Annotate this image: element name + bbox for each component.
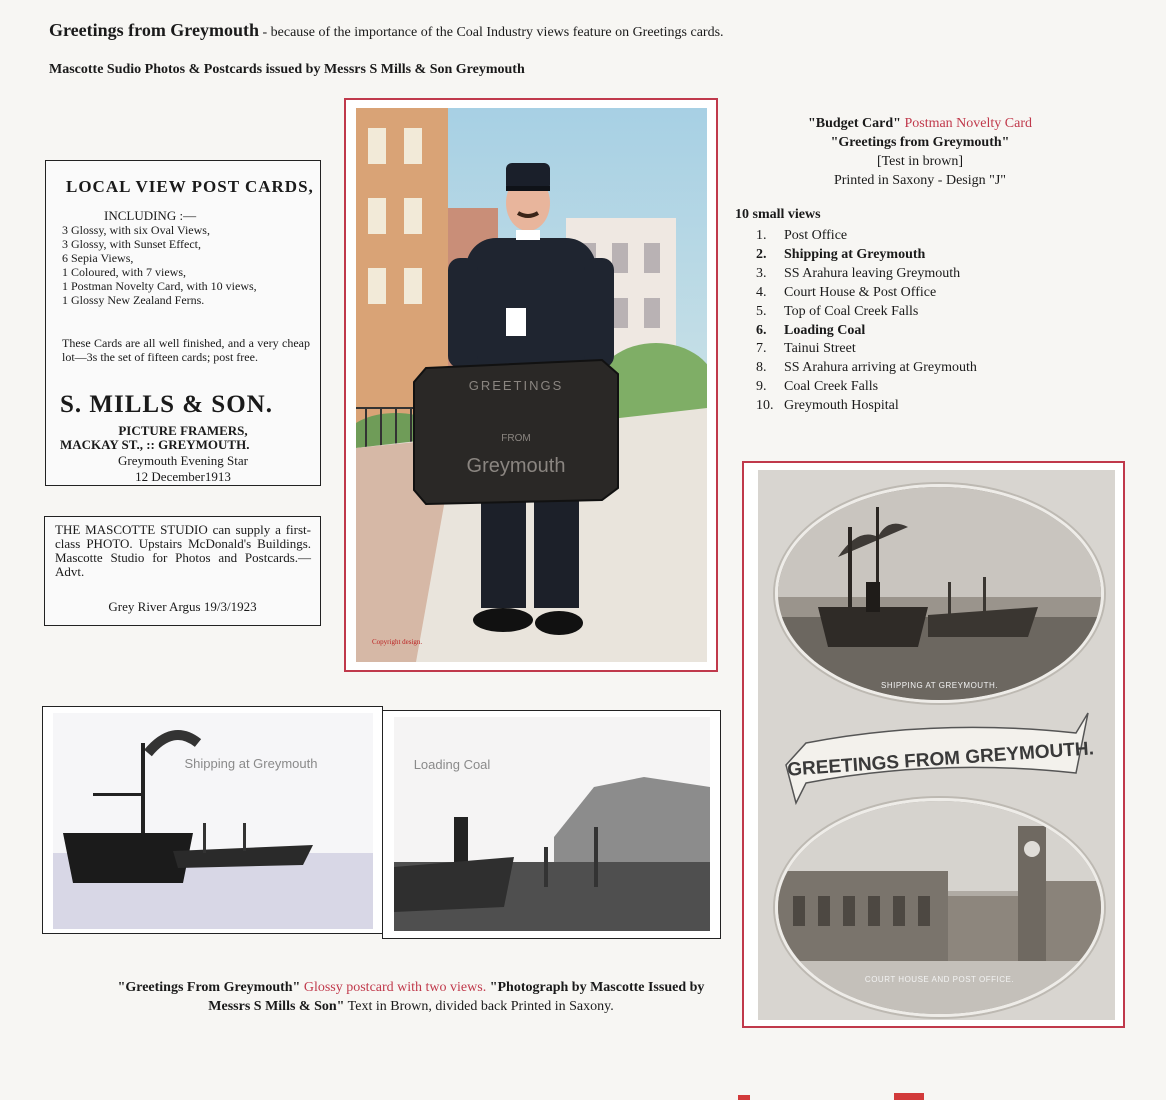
list-item: 10. Greymouth Hospital xyxy=(756,398,899,414)
clipping-source: Grey River Argus 19/3/1923 xyxy=(108,599,257,614)
bag-greymouth-text: Greymouth xyxy=(466,455,566,477)
views-list xyxy=(756,227,977,416)
shipping-photo xyxy=(42,706,383,934)
clipping-advert: THE MASCOTTE STUDIO can supply a first-class PHOTO. Upstairs McDonald's Buildings. Mascotte Studio for Photos and Postcards.—Advt. xyxy=(55,522,311,579)
newspaper-clipping-grey-river-argus xyxy=(44,516,321,626)
list-item: 1 Coloured, with 7 views, xyxy=(62,265,186,279)
list-item: 9. Coal Creek Falls xyxy=(756,379,879,395)
clipping-including: INCLUDING :— xyxy=(104,208,197,223)
budget-card-info xyxy=(730,114,1110,190)
list-item: 1 Postman Novelty Card, with 10 views, xyxy=(62,279,257,293)
list-item: 3. SS Arahura leaving Greymouth xyxy=(756,265,961,281)
shipping-oval-photo xyxy=(775,484,1104,703)
list-item: 2. Shipping at Greymouth xyxy=(756,246,926,262)
source-date: 12 December1913 xyxy=(135,469,231,484)
list-item: 1. Post Office xyxy=(756,228,848,243)
photo2-caption: Loading Coal xyxy=(413,757,491,772)
greetings-banner xyxy=(776,703,1098,813)
list-item: 5. Top of Coal Creek Falls xyxy=(756,303,919,319)
photo1-caption: Shipping at Greymouth xyxy=(184,756,318,771)
budget-card-printed: Printed in Saxony - Design "J" xyxy=(833,173,1007,188)
court-house-oval-photo xyxy=(775,798,1104,1017)
list-item: 6. Loading Coal xyxy=(756,322,866,338)
postman-novelty-label: Postman Novelty Card xyxy=(904,116,1032,131)
postman-illustration xyxy=(356,108,707,662)
shipping-photo-scene xyxy=(53,713,373,929)
clipping-source xyxy=(46,453,320,485)
postman-novelty-card xyxy=(344,98,718,672)
list-item: 3 Glossy, with Sunset Effect, xyxy=(62,237,201,251)
caption-plain: Text in Brown, divided back Printed in Saxony. xyxy=(344,999,614,1014)
list-item: 4. Court House & Post Office xyxy=(756,284,937,300)
top-oval-caption: SHIPPING AT GREYMOUTH. xyxy=(881,681,998,690)
caption-photograph: "Photograph by Mascotte Issued by Messrs S Mills & Son" xyxy=(208,980,705,1014)
clipping-trade: PICTURE FRAMERS, xyxy=(118,423,248,438)
clipping-note: These Cards are all well finished, and a very cheap lot—3s the set of fifteen cards; post free. xyxy=(62,336,310,364)
list-item: 8. SS Arahura arriving at Greymouth xyxy=(756,360,977,376)
loading-coal-scene xyxy=(394,717,710,931)
red-edge-mark xyxy=(738,1095,750,1100)
shipping-photo-image xyxy=(53,713,373,929)
budget-card-label: "Budget Card" xyxy=(808,116,901,131)
clipping-heading: LOCAL VIEW POST CARDS, xyxy=(66,177,314,196)
glossy-two-view-card xyxy=(742,461,1125,1028)
loading-coal-photo xyxy=(382,710,721,939)
title-description: - because of the importance of the Coal Industry views feature on Greetings cards. xyxy=(258,25,724,40)
glossy-card-caption xyxy=(96,978,726,1016)
list-item: 3 Glossy, with six Oval Views, xyxy=(62,223,210,237)
glossy-card-image xyxy=(758,470,1115,1020)
clipping-address: MACKAY ST., :: GREYMOUTH. xyxy=(60,437,250,452)
red-edge-mark xyxy=(894,1093,924,1100)
clipping-firm-name: S. MILLS & SON. xyxy=(60,391,273,418)
bag-greetings-text: GREETINGS xyxy=(468,378,564,393)
banner-text: GREETINGS FROM GREYMOUTH. xyxy=(786,738,1095,781)
source-newspaper: Greymouth Evening Star xyxy=(118,453,248,468)
loading-coal-photo-image xyxy=(394,717,710,931)
list-item: 6 Sepia Views, xyxy=(62,251,134,265)
clipping-items xyxy=(62,223,257,307)
budget-card-note: [Test in brown] xyxy=(876,154,964,169)
bag-from-text: FROM xyxy=(501,433,531,444)
bottom-oval-caption: COURT HOUSE AND POST OFFICE. xyxy=(864,975,1015,984)
caption-title: "Greetings From Greymouth" xyxy=(117,980,301,995)
postman-card-image xyxy=(356,108,707,662)
shipping-scene xyxy=(778,487,1101,700)
page-title xyxy=(49,20,724,41)
caption-red: Glossy postcard with two views. xyxy=(300,980,487,995)
copyright-text: Copyright design. xyxy=(372,638,423,646)
page-subtitle: Mascotte Sudio Photos & Postcards issued by Messrs S Mills & Son Greymouth xyxy=(49,62,525,77)
title-main: Greetings from Greymouth xyxy=(49,20,259,40)
newspaper-clipping-evening-star xyxy=(45,160,321,486)
views-title: 10 small views xyxy=(735,207,821,222)
list-item: 1 Glossy New Zealand Ferns. xyxy=(62,293,205,307)
list-item: 7. Tainui Street xyxy=(756,341,856,357)
budget-card-title: "Greetings from Greymouth" xyxy=(830,135,1010,150)
